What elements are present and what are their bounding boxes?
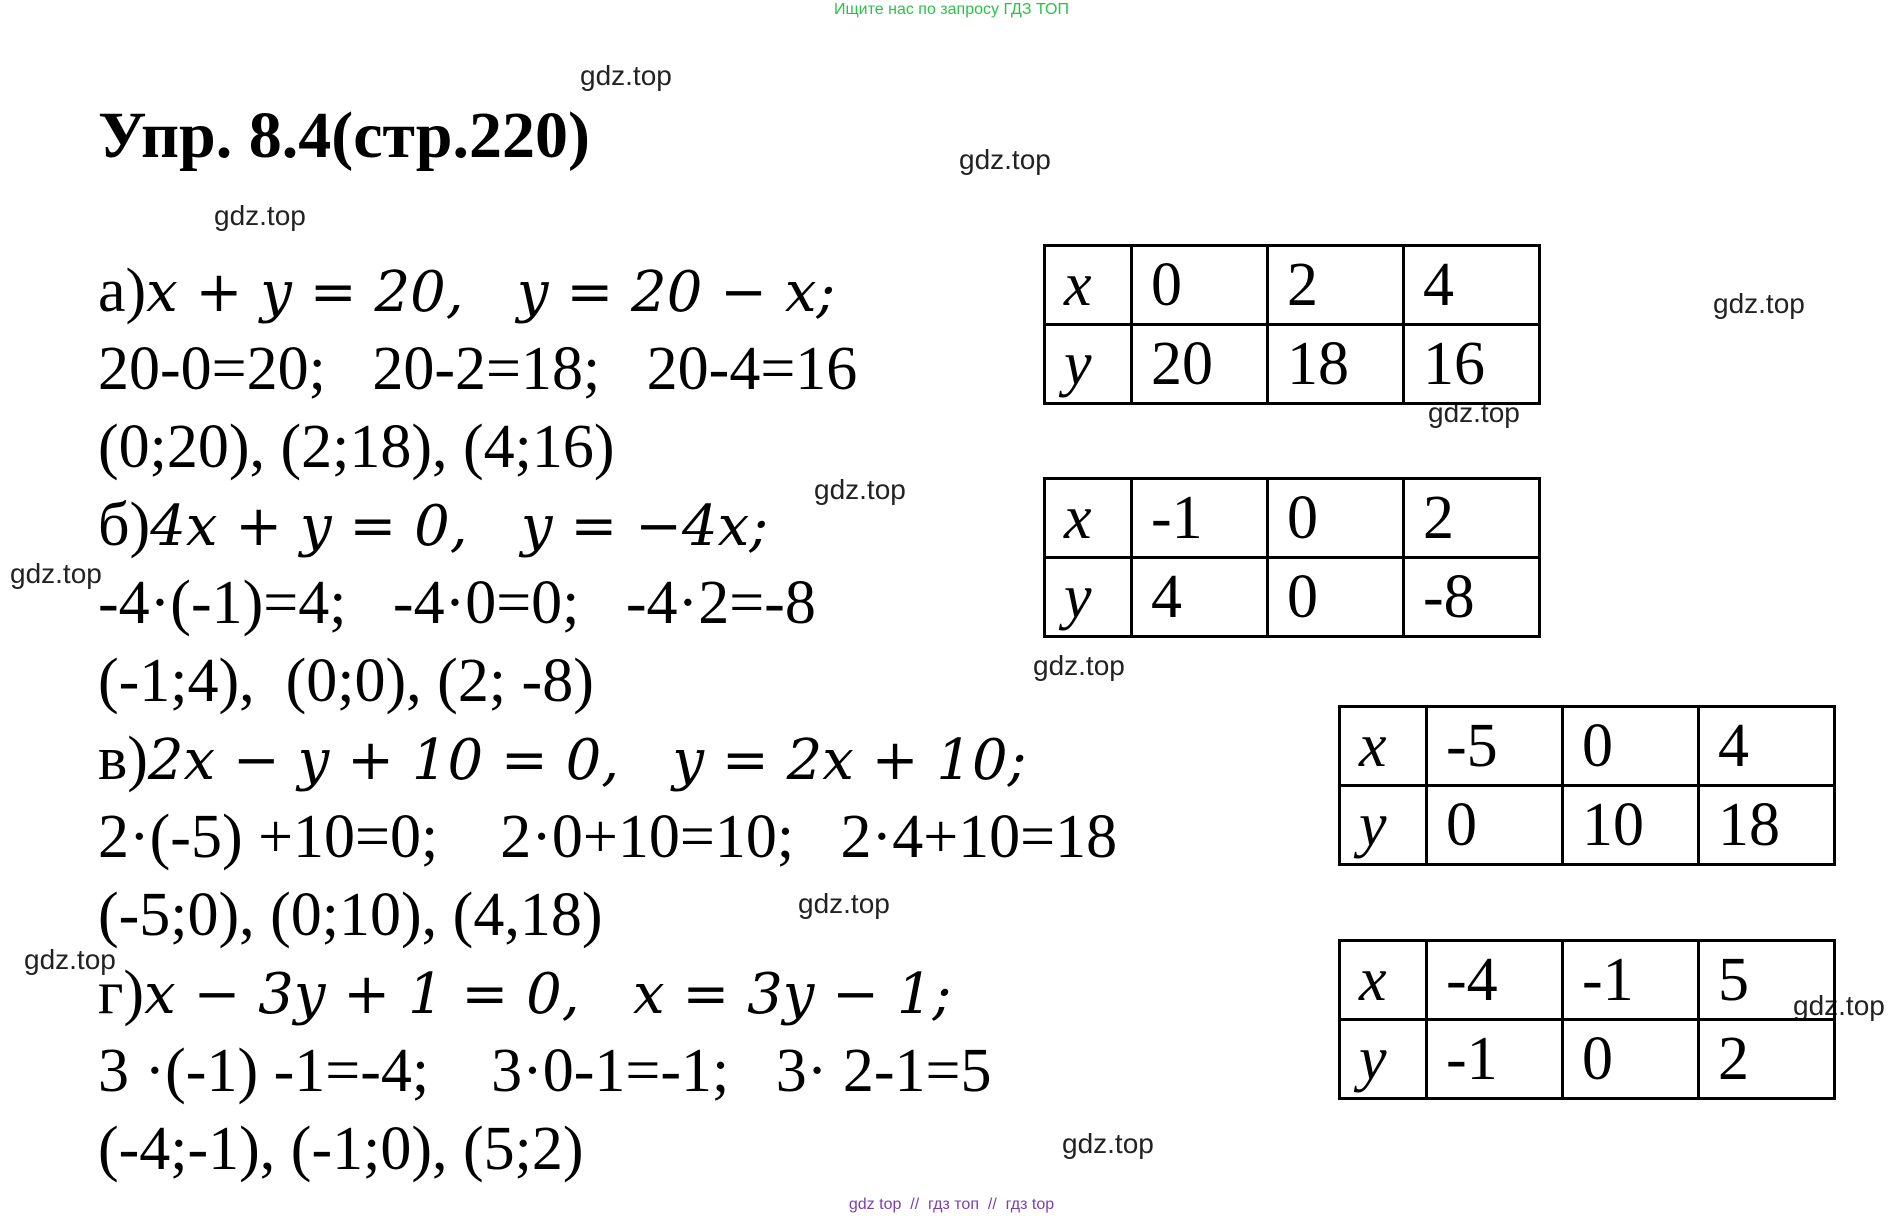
table-cell: x — [1045, 246, 1132, 325]
watermark: gdz.top — [24, 944, 116, 975]
value-table-d — [1338, 939, 1836, 1100]
table-cell: -5 — [1427, 707, 1563, 786]
table-cell: 5 — [1699, 941, 1835, 1020]
footer-links: gdz top // гдз топ // гдз top — [848, 1196, 1055, 1213]
value-table-b — [1043, 477, 1541, 638]
table-cell: 0 — [1563, 1020, 1699, 1099]
table-row — [1045, 558, 1540, 637]
part-c-equation — [98, 725, 1027, 793]
table-cell: y — [1340, 1020, 1427, 1099]
table-cell: 0 — [1132, 246, 1268, 325]
table-cell: x — [1340, 707, 1427, 786]
watermark: gdz.top — [959, 144, 1051, 175]
table-cell: x — [1340, 941, 1427, 1020]
table-cell: 0 — [1268, 558, 1404, 637]
table-cell: 2 — [1268, 246, 1404, 325]
value-table-c — [1338, 705, 1836, 866]
table-row — [1045, 479, 1540, 558]
table-cell: 0 — [1268, 479, 1404, 558]
table-cell: 16 — [1404, 325, 1540, 404]
part-a-calc: 20-0=20; 20-2=18; 20-4=16 — [98, 335, 858, 403]
table-row — [1045, 246, 1540, 325]
table-row — [1340, 786, 1835, 865]
table-cell: 20 — [1132, 325, 1268, 404]
part-label: а) — [98, 257, 147, 325]
table-cell: x — [1045, 479, 1132, 558]
exercise-title: Упр. 8.4(стр.220) — [98, 99, 590, 172]
table-cell: -1 — [1563, 941, 1699, 1020]
watermark: gdz.top — [798, 888, 890, 919]
table-cell: 4 — [1132, 558, 1268, 637]
table-cell: y — [1045, 325, 1132, 404]
equation: x − 3y + 1 = 0, x = 3y − 1; — [144, 962, 952, 1027]
table-row — [1340, 707, 1835, 786]
table-cell: -8 — [1404, 558, 1540, 637]
table-cell: 10 — [1563, 786, 1699, 865]
table-cell: 4 — [1404, 246, 1540, 325]
table-cell: 18 — [1699, 786, 1835, 865]
table-row — [1045, 325, 1540, 404]
watermark: gdz.top — [1713, 288, 1805, 319]
watermark: gdz.top — [1793, 990, 1885, 1021]
watermark: gdz.top — [814, 474, 906, 505]
part-b-equation — [98, 491, 769, 559]
table-cell: 0 — [1427, 786, 1563, 865]
equation: x + y = 20, y = 20 − x; — [146, 260, 836, 325]
part-d-equation — [98, 959, 952, 1027]
part-d-points: (-4;-1), (-1;0), (5;2) — [98, 1115, 584, 1183]
watermark: gdz.top — [1428, 397, 1520, 428]
table-row — [1340, 941, 1835, 1020]
part-a-points: (0;20), (2;18), (4;16) — [98, 413, 615, 481]
part-b-calc: -4·(-1)=4; -4·0=0; -4·2=-8 — [98, 569, 816, 637]
table-cell: y — [1045, 558, 1132, 637]
table-cell: 2 — [1699, 1020, 1835, 1099]
watermark: gdz.top — [580, 60, 672, 91]
watermark: gdz.top — [1062, 1128, 1154, 1159]
table-cell: 18 — [1268, 325, 1404, 404]
part-b-points: (-1;4), (0;0), (2; -8) — [98, 647, 594, 715]
watermark: gdz.top — [1033, 650, 1125, 681]
table-cell: 2 — [1404, 479, 1540, 558]
table-cell: 0 — [1563, 707, 1699, 786]
table-row — [1340, 1020, 1835, 1099]
table-cell: y — [1340, 786, 1427, 865]
watermark: gdz.top — [10, 558, 102, 589]
part-label: г) — [98, 959, 145, 1027]
table-cell: -1 — [1427, 1020, 1563, 1099]
part-c-points: (-5;0), (0;10), (4,18) — [98, 881, 603, 949]
part-label: в) — [98, 725, 148, 793]
part-label: б) — [98, 491, 151, 559]
part-c-calc: 2·(-5) +10=0; 2·0+10=10; 2·4+10=18 — [98, 803, 1118, 871]
value-table-a — [1043, 244, 1541, 405]
watermark: gdz.top — [214, 200, 306, 231]
part-a-equation — [98, 257, 836, 325]
part-d-calc: 3 ·(-1) -1=-4; 3·0-1=-1; 3· 2-1=5 — [98, 1037, 992, 1105]
table-cell: 4 — [1699, 707, 1835, 786]
equation: 4x + y = 0, y = −4x; — [150, 494, 769, 559]
equation: 2x − y + 10 = 0, y = 2x + 10; — [147, 728, 1027, 793]
table-cell: -4 — [1427, 941, 1563, 1020]
search-banner: Ищите нас по запросу ГДЗ ТОП — [834, 1, 1069, 18]
table-cell: -1 — [1132, 479, 1268, 558]
